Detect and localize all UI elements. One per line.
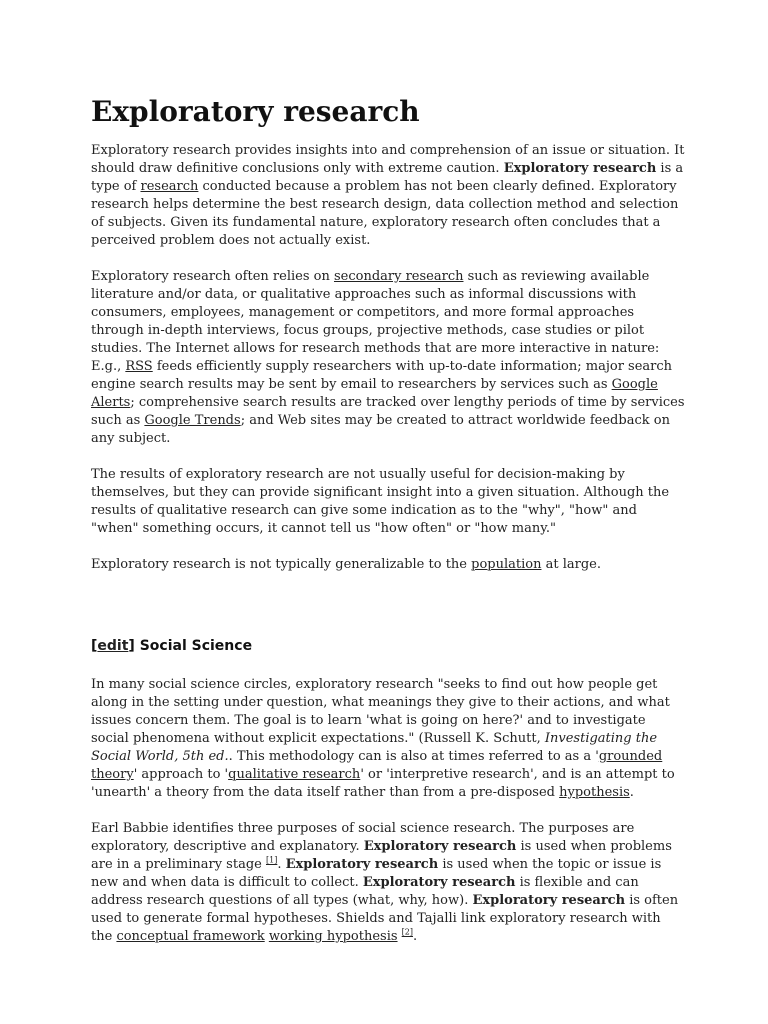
book-title: Investigating the Social World, 5th ed. xyxy=(91,731,658,764)
link-grounded-theory[interactable]: grounded theory xyxy=(91,749,663,782)
text-run: ' or 'interpretive research', and is an attempt to 'unearth' a theory from the data itself rather than from a pre-disposed xyxy=(91,767,675,800)
text-run: conducted because a problem has not been clearly defined. Exploratory research helps determine the best research design, data collection method and selection of subjects. Given its fundamental nature, exploratory research often concludes that a perceived problem does not actually exist. xyxy=(91,179,679,248)
results-paragraph: The results of exploratory research are not usually useful for decision-making by themselves, but they can provide significant insight into a given situation. Although the results of qualitative research can give some indication as to the "why", "how" and "when" something occurs, it cannot tell us "how often" or "how many." xyxy=(91,467,670,536)
text-run: is often used to generate formal hypotheses. Shields and Tajalli link exploratory research with the xyxy=(91,893,679,944)
text-run: Exploratory research provides insights into and comprehension of an issue or situation. It should draw definitive conclusions only with extreme caution. xyxy=(91,143,685,176)
text-run: such as reviewing available literature and/or data, or qualitative approaches such as informal discussions with consumers, employees, management or competitors, and more formal approaches through in-depth interviews, focus groups, projective methods, case studies or pilot studies. The Internet allows for research methods that are more interactive in nature: E.g., xyxy=(91,269,660,374)
link-working-hypothesis[interactable]: working hypothesis xyxy=(268,929,398,944)
babbie-paragraph xyxy=(91,820,685,946)
text-run: is flexible and can address research questions of all types (what, why, how). xyxy=(91,875,639,908)
text-run: is a type of xyxy=(91,161,684,194)
link-hypothesis[interactable]: hypothesis xyxy=(559,785,630,800)
text-run: is used when problems are in a preliminary stage xyxy=(91,839,672,872)
text-run: Exploratory research often relies on xyxy=(91,269,334,284)
text-run: In many social science circles, exploratory research "seeks to find out how people get along in the setting under question, what meanings they give to their actions, and what issues concern them. The goal is to learn 'what is going on here?' and to investigate social phenomena without explicit expectations." (Russell K. Schutt, xyxy=(91,677,670,746)
text-run: . xyxy=(413,929,418,944)
text-run: is used when the topic or issue is new and when data is difficult to collect. xyxy=(91,857,662,890)
text-run: Earl Babbie identifies three purposes of social science research. The purposes are exploratory, descriptive and explanatory. xyxy=(91,821,635,854)
text-run: ; comprehensive search results are tracked over lengthy periods of time by services such as xyxy=(91,395,685,428)
bold-term: Exploratory research xyxy=(285,857,439,872)
link-google-alerts[interactable]: Google Alerts xyxy=(91,377,658,410)
secondary-research-paragraph xyxy=(91,268,685,448)
link-secondary-research[interactable]: secondary research xyxy=(333,269,464,284)
text-run: . xyxy=(277,857,286,872)
link-qualitative-research[interactable]: qualitative research xyxy=(228,767,361,782)
generalizable-paragraph xyxy=(91,556,685,574)
section-heading-text: Social Science xyxy=(134,638,253,654)
intro-paragraph xyxy=(91,142,685,250)
reference-2[interactable]: [2] xyxy=(401,927,414,937)
link-research[interactable]: research xyxy=(140,179,199,194)
bracket-open: [ xyxy=(91,638,98,654)
bold-term: Exploratory research xyxy=(362,875,516,890)
text-run: . xyxy=(629,785,634,800)
text-run: ' approach to ' xyxy=(133,767,229,782)
text-run: feeds efficiently supply researchers with up-to-date information; major search engine search results may be sent by email to researchers by services such as xyxy=(91,359,673,392)
bold-term: Exploratory research xyxy=(472,893,626,908)
social-science-paragraph xyxy=(91,676,685,802)
text-run: at large. xyxy=(541,557,601,572)
text-run: Exploratory research is not typically generalizable to the xyxy=(91,557,472,572)
page-title: Exploratory research xyxy=(91,95,420,128)
text-run: ; and Web sites may be created to attract worldwide feedback on any subject. xyxy=(91,413,670,446)
text-run: . This methodology can is also at times referred to as a ' xyxy=(228,749,599,764)
link-population[interactable]: population xyxy=(471,557,542,572)
document-page xyxy=(91,0,685,946)
edit-link[interactable]: edit xyxy=(97,638,129,654)
reference-1[interactable]: [1] xyxy=(265,855,278,865)
link-rss[interactable]: RSS xyxy=(125,359,153,374)
link-conceptual-framework[interactable]: conceptual framework xyxy=(116,929,265,944)
bold-term: Exploratory research xyxy=(363,839,517,854)
link-google-trends[interactable]: Google Trends xyxy=(144,413,241,428)
section-heading-social-science xyxy=(91,636,685,656)
bold-term: Exploratory research xyxy=(503,161,657,176)
bracket-close: ] xyxy=(128,638,135,654)
